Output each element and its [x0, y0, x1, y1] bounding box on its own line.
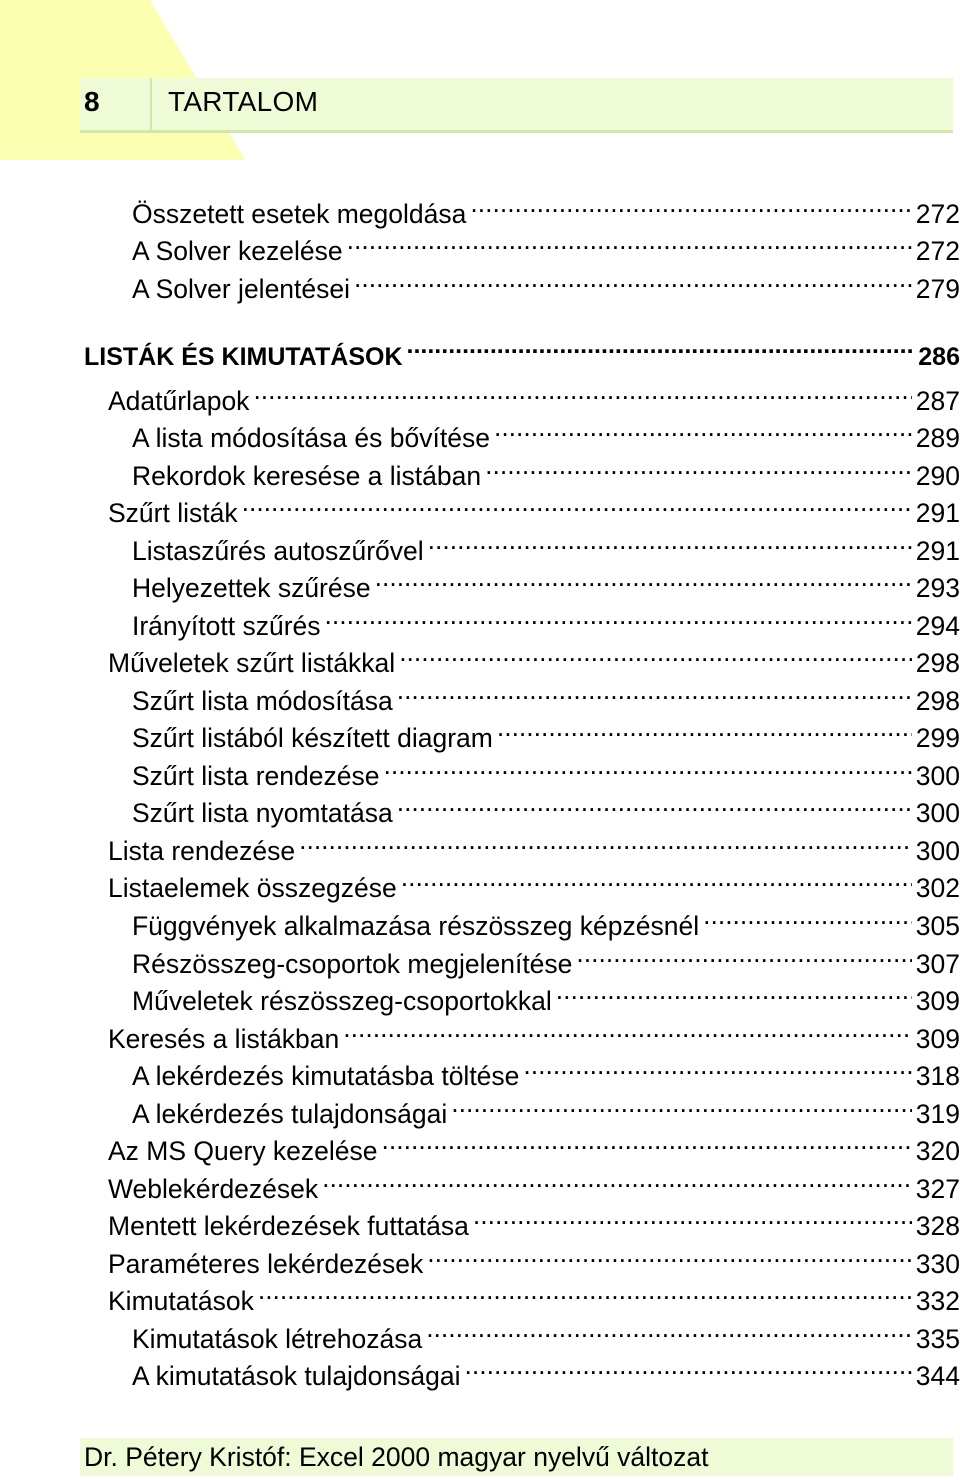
- toc-dot-leader: [253, 374, 911, 410]
- toc-entry-page: 302: [915, 873, 960, 903]
- toc-dot-leader: [343, 1012, 912, 1048]
- toc-dot-leader: [347, 224, 912, 260]
- toc-entry-page: 290: [915, 461, 960, 491]
- toc-entry-title: Listaszűrés autoszűrővel: [132, 536, 424, 566]
- toc-entry-title: Szűrt lista nyomtatása: [132, 798, 393, 828]
- toc-dot-leader: [451, 1087, 912, 1123]
- header-title: TARTALOM: [168, 86, 319, 117]
- toc-entry-page: 272: [915, 236, 960, 266]
- toc-entry-title: Keresés a listákban: [108, 1024, 340, 1054]
- toc-entry-title: A lista módosítása és bővítése: [132, 423, 490, 453]
- header-divider: [150, 78, 152, 133]
- toc-entry-page: 289: [915, 423, 960, 453]
- toc-entry-title: Szűrt listából készített diagram: [132, 723, 493, 753]
- toc-dot-leader: [299, 824, 912, 860]
- toc-entry-page: 298: [915, 686, 960, 716]
- toc-entry-title: Részösszeg-csoportok megjelenítése: [132, 949, 573, 979]
- toc-dot-leader: [465, 1349, 912, 1385]
- toc-entry-page: 320: [915, 1136, 960, 1166]
- toc-dot-leader: [322, 1162, 912, 1198]
- toc-entry-title: A Solver kezelése: [132, 236, 343, 266]
- toc-entry-page: 328: [915, 1211, 960, 1241]
- toc-entry-title: Szűrt listák: [108, 498, 238, 528]
- toc-entry-title: A kimutatások tulajdonságai: [132, 1361, 461, 1391]
- toc-dot-leader: [407, 329, 915, 365]
- toc-entry-page: 286: [918, 343, 960, 371]
- toc-dot-leader: [401, 861, 912, 897]
- toc-entry-page: 319: [915, 1099, 960, 1129]
- toc-entry-title: Szűrt lista rendezése: [132, 761, 380, 791]
- toc-entry-page: 300: [915, 761, 960, 791]
- toc-dot-leader: [325, 599, 912, 635]
- toc-entry-title: Kimutatások: [108, 1286, 254, 1316]
- toc-dot-leader: [354, 262, 912, 298]
- toc-entry-title: Műveletek szűrt listákkal: [108, 648, 396, 678]
- toc-dot-leader: [397, 786, 912, 822]
- toc-dot-leader: [497, 711, 912, 747]
- toc-dot-leader: [426, 1312, 912, 1348]
- toc-entry-page: 332: [915, 1286, 960, 1316]
- toc-dot-leader: [494, 411, 912, 447]
- toc-entry-title: Összetett esetek megoldása: [132, 199, 467, 229]
- toc-entry-title: A lekérdezés tulajdonságai: [132, 1099, 448, 1129]
- toc-entry-page: 299: [915, 723, 960, 753]
- toc-entry-page: 291: [915, 498, 960, 528]
- toc-entry: [132, 1349, 960, 1394]
- toc-entry-page: 279: [915, 274, 960, 304]
- toc-entry-page: 309: [915, 1024, 960, 1054]
- toc-entry-page: 293: [915, 573, 960, 603]
- toc-entry-page: 305: [915, 911, 960, 941]
- toc-entry-title: A lekérdezés kimutatásba töltése: [132, 1061, 520, 1091]
- toc-dot-leader: [382, 1124, 912, 1160]
- toc-entry-title: Szűrt lista módosítása: [132, 686, 393, 716]
- toc-entry-title: Irányított szűrés: [132, 611, 321, 641]
- toc-entry-page: 335: [915, 1324, 960, 1354]
- toc-entry-title: Mentett lekérdezések futtatása: [108, 1211, 469, 1241]
- toc-entry-page: 300: [915, 836, 960, 866]
- toc-dot-leader: [470, 187, 911, 223]
- toc-entry-title: Weblekérdezések: [108, 1174, 319, 1204]
- toc-entry: [132, 262, 960, 307]
- toc-dot-leader: [703, 899, 912, 935]
- toc-entry-title: LISTÁK ÉS KIMUTATÁSOK: [84, 343, 403, 371]
- toc-dot-leader: [242, 486, 912, 522]
- toc-entry-title: Függvények alkalmazása részösszeg képzésnél: [132, 911, 700, 941]
- toc-dot-leader: [556, 974, 912, 1010]
- toc-entry-page: 287: [915, 386, 960, 416]
- toc-entry-title: Adatűrlapok: [108, 386, 250, 416]
- toc-entry-page: 318: [915, 1061, 960, 1091]
- toc-entry-title: Műveletek részösszeg-csoportokkal: [132, 986, 552, 1016]
- toc-dot-leader: [375, 561, 912, 597]
- toc-entry-page: 330: [915, 1249, 960, 1279]
- toc-dot-leader: [473, 1199, 912, 1235]
- toc-entry-page: 294: [915, 611, 960, 641]
- toc-dot-leader: [523, 1049, 911, 1085]
- toc-dot-leader: [258, 1274, 912, 1310]
- toc-dot-leader: [383, 749, 911, 785]
- toc-entry-title: Lista rendezése: [108, 836, 296, 866]
- toc-entry-title: Rekordok keresése a listában: [132, 461, 482, 491]
- toc-entry-page: 298: [915, 648, 960, 678]
- toc-dot-leader: [485, 449, 912, 485]
- toc-entry-title: Kimutatások létrehozása: [132, 1324, 423, 1354]
- toc-dot-leader: [576, 937, 911, 973]
- toc-entry: [84, 329, 960, 375]
- page-number: 8: [84, 86, 100, 117]
- toc-entry-page: 327: [915, 1174, 960, 1204]
- toc-dot-leader: [397, 674, 912, 710]
- toc-dot-leader: [428, 524, 912, 560]
- toc-entry-title: Listaelemek összegzése: [108, 873, 397, 903]
- toc-entry-title: Az MS Query kezelése: [108, 1136, 378, 1166]
- toc-entry-title: A Solver jelentései: [132, 274, 351, 304]
- toc-entry-page: 344: [915, 1361, 960, 1391]
- toc-entry-page: 307: [915, 949, 960, 979]
- footer-text: Dr. Pétery Kristóf: Excel 2000 magyar nyelvű változat: [84, 1442, 709, 1472]
- toc-entry-page: 291: [915, 536, 960, 566]
- toc-dot-leader: [427, 1237, 912, 1273]
- toc-entry-page: 300: [915, 798, 960, 828]
- toc-entry-page: 272: [915, 199, 960, 229]
- toc-dot-leader: [399, 636, 912, 672]
- toc-entry-title: Paraméteres lekérdezések: [108, 1249, 424, 1279]
- toc-entry-title: Helyezettek szűrése: [132, 573, 371, 603]
- toc-entry-page: 309: [915, 986, 960, 1016]
